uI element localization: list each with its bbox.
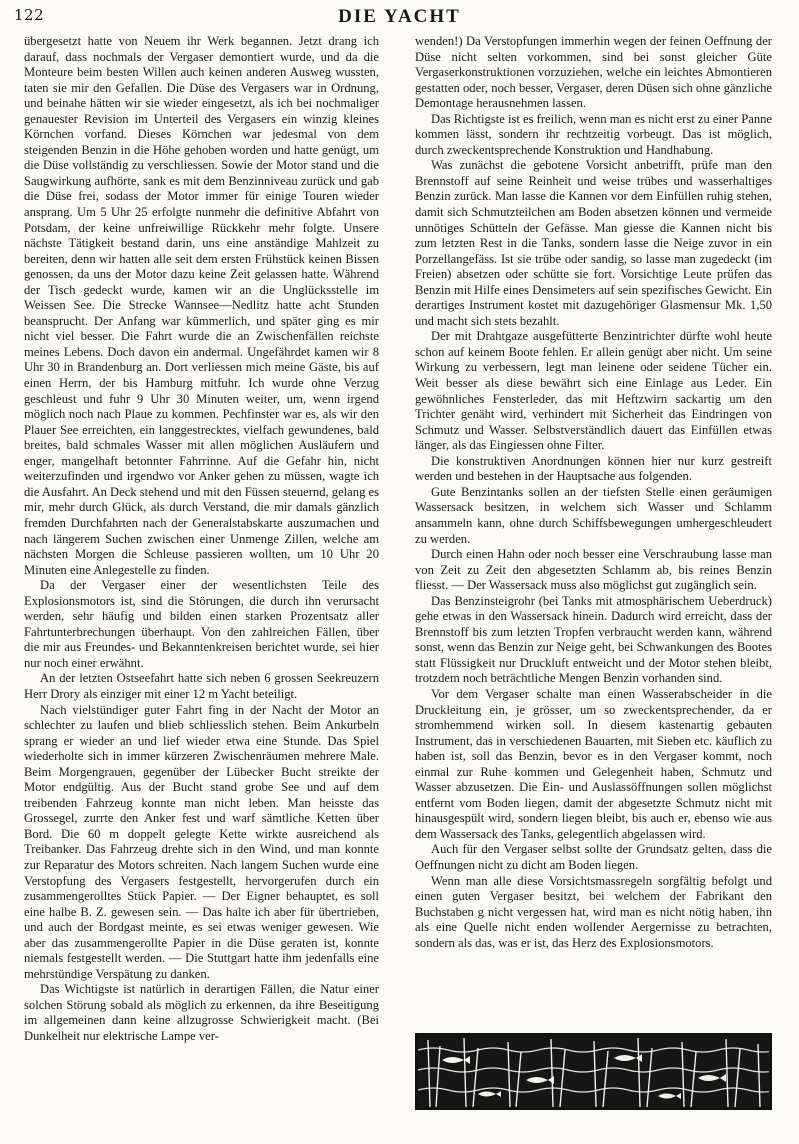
paragraph: Wenn man alle diese Vorsichtsmassregeln sorgfältig befolgt und einen guten Vergaser besitzt, bei welchem der Fabrikant den Buchstaben g nicht vergessen hat, wird man es nicht nötig haben, ihn als eine Quelle nicht enden wollender Aergernisse zu betrachten, sondern als das, was er ist, das Herz des Explosionsmotors.: [415, 873, 772, 950]
paragraph: Da der Vergaser einer der wesentlichsten Teile des Explosionsmotors ist, sind die Störungen, die durch ihn verursacht werden, sehr häufig und bilden einen starken Prozentsatz aller Fahrtunterbrechungen überhaupt. Von den zahlreichen Fällen, über die mir aus Freundes- und Bekanntenkreisen berichtet wurde, sei hier nur noch einer erwähnt.: [24, 578, 379, 670]
running-head-title: DIE YACHT: [338, 6, 461, 27]
paragraph: An der letzten Ostseefahrt hatte sich neben 6 grossen Seekreuzern Herr Drory als einziger mit einer 12 m Yacht beteiligt.: [24, 671, 379, 701]
right-column: [415, 34, 772, 951]
paragraph: Was zunächst die gebotene Vorsicht anbetrifft, prüfe man den Brennstoff auf seine Reinheit und weise trübes und wasserhaltiges Benzin zurück. Man lasse die Kannen vor dem Einfüllen ruhig stehen, damit sich Schmutzteilchen am Boden absetzen können und vermeide unnötiges Schütteln der Gefässe. Man giesse die Kannen nicht bis zum letzten Rest in die Tanks, sondern lasse die Neige zuvor in ein Porzellangefäss. Ist sie trübe oder sandig, so lasse man zugedeckt (im Freien) absetzen oder schütte sie fort. Vorsichtige Leute prüfen das Benzin mit Hilfe eines Densimeters auf sein spezifisches Gewicht. Ein derartiges Instrument kostet mit dazugehöriger Glasmensur Mk. 1,50 und macht sich stets bezahlt.: [415, 158, 772, 328]
paragraph: Durch einen Hahn oder noch besser eine Verschraubung lasse man von Zeit zu Zeit den abgesetzten Schlamm ab, bis reines Benzin fliesst. — Der Wassersack muss also möglichst gut zugänglich sein.: [415, 547, 772, 593]
fish-reed-vignette: [415, 1033, 772, 1110]
paragraph: Das Wichtigste ist natürlich in derartigen Fällen, die Natur einer solchen Störung sobald als möglich zu erkennen, da ihre Beseitigung im allgemeinen dann keine allzugrosse Schwierigkeit macht. (Bei Dunkelheit nur elektrische Lampe ver-: [24, 982, 379, 1043]
left-column: [24, 34, 379, 1045]
paragraph: Nach vielstündiger guter Fahrt fing in der Nacht der Motor an schlechter zu laufen und blieb schliesslich stehen. Beim Ankurbeln sprang er wieder an und lief wieder etwa eine Stunde. Das Spiel wiederholte sich in immer kürzeren Zwischenräumen mehrere Male. Beim Morgengrauen, gegenüber der Lübecker Bucht streikte der Motor endgültig. Aus der Bucht stand grobe See und auf dem treibenden Fahrzeug konnte man nicht leben. Man heisste das Grossegel, zurrte den Anker fest und warf sämtliche Ketten über Bord. Die 60 m doppelt gelegte Kette wirkte ausreichend als Treibanker. Das Fahrzeug drehte sich in den Wind, und man konnte zur Reparatur des Motors schreiten. Nach langem Suchen wurde eine Verstopfung des Vergasers festgestellt, hervorgerufen durch ein zusammengerolltes Stück Papier. — Der Eigner behauptet, es soll eine halbe B. Z. gewesen sein. — Das halte ich aber für übertrieben, und auch der Bordgast meinte, es sei etwas weniger gewesen. Wie aber das zusammengerollte Papier in die Düse geraten ist, konnte niemals festgestellt werden. — Die Stuttgart hatte ihm jedenfalls eine mehrstündige Verspätung zu danken.: [24, 702, 379, 981]
paragraph: übergesetzt hatte von Neuem ihr Werk begannen. Jetzt drang ich darauf, dass nochmals der Vergaser demontiert wurde, und da die Monteure beim besten Willen auch keinen anderen Ausweg wussten, taten sie mir den Gefallen. Die Düse des Vergasers war in Ordnung, und beinahe hätten wir sie wieder eingesetzt, als ich bei nochmaliger genauester Revision im Unterteil des Vergasers ein winzig kleines Körnchen vorfand. Dieses Körnchen war jedesmal von dem steigenden Benzin in die Höhe gehoben worden und hatte genügt, um die Düse vollständig zu verschliessen. Sowie der Motor stand und die Saugwirkung aufhörte, sank es mit dem Benzinniveau zurück und gab die Düse frei, sodass der Motor immer für einige Touren wieder ansprang. Um 5 Uhr 25 erfolgte nunmehr die definitive Abfahrt von Potsdam, der keine unfreiwillige Rückkehr mehr folgte. Unsere nächste Tätigkeit bestand darin, uns eine anständige Mahlzeit zu bereiten, denn wir hatten alle seit dem ersten Frühstück keinen Bissen genossen, da uns der Motor dazu keine Zeit gelassen hatte. Während der Tisch gedeckt wurde, kamen wir an die Unglücksstelle im Weissen See. Die Strecke Wannsee—Nedlitz hatte acht Stunden beansprucht. Der Anfang war kümmerlich, und später ging es mir nicht viel besser. Die Fahrt wurde die an Zwischenfällen reichste meines Lebens. Doch davon ein andermal. Ungefährdet kamen wir 8 Uhr 30 in Brandenburg an. Dort verliessen mich meine Gäste, bis auf einen Herrn, der bis Hamburg mitfuhr. Ich wurde ohne Verzug geschleust und fuhr 9 Uhr 30 Minuten weiter, um, wenn irgend möglich noch nach Plaue zu kommen. Pechfinster war es, als wir den Plauer See erreichten, ein langgestrecktes, vielfach gewundenes, bald breites, bald schmales Wasser mit allen möglichen Ausläufern und enger, mangelhaft betonnter Fahrrinne. Auf die Gefahr hin, nicht weiterzufinden und irgendwo vor Anker gehen zu müssen, wagte ich die Ausfahrt. An Deck stehend und mit den Füssen steuernd, gelang es mir, mehr durch Glück, als durch Verstand, die mir damals gänzlich fremden Durchfahrten nach der Generalstabskarte auszumachen und nach längerem Suchen zwischen einer Unmenge Zillen, welche am nächsten Morgen die Schleuse passieren wollten, um 10 Uhr 20 Minuten eine Anlegestelle zu finden.: [24, 34, 380, 577]
paragraph: Gute Benzintanks sollen an der tiefsten Stelle einen geräumigen Wassersack besitzen, in welchem sich Wasser und Schlamm ansammeln kann, ohne durch Schiffsbewegungen umhergeschleudert zu werden.: [415, 484, 772, 546]
vignette-illustration: [418, 1036, 769, 1107]
paragraph: Das Benzinsteigrohr (bei Tanks mit atmosphärischem Ueberdruck) gehe etwas in den Wassersack hinein. Dadurch wird erreicht, dass der Brennstoff bis zum letzten Tropfen verbraucht werden kann, während sonst, wenn das Benzin zur Neige geht, bei Schwankungen des Bootes statt Flüssigkeit nur Druckluft entweicht und der Motor stehen bleibt, trotzdem noch beträchtliche Mengen Benzin vorhanden sind.: [415, 593, 772, 686]
paragraph: Vor dem Vergaser schalte man einen Wasserabscheider in die Druckleitung ein, je grösser, um so zweckentsprechender, da er stromhemmend wirken soll. In diesem kastenartig gebauten Instrument, das in verschiedenen Bauarten, mit Sieben etc. käuflich zu haben ist, soll das Benzin, bevor es in den Vergaser kommt, noch einmal zur Ruhe kommen und Gelegenheit haben, Schmutz und Wasser abzusetzen. Die Ein- und Auslassöffnungen sollen möglichst entfernt vom Boden liegen, damit der abgesetzte Schmutz nicht mit hinausgespült wird, sondern liegen bleibt, bis auch er, ebenso wie aus dem Wassersack des Tanks, gelegentlich abgelassen wird.: [415, 686, 772, 841]
paragraph: Die konstruktiven Anordnungen können hier nur kurz gestreift werden und bestehen in der Hauptsache aus folgenden.: [415, 453, 772, 484]
page-number: 122: [14, 6, 45, 24]
paragraph: Der mit Drahtgaze ausgefütterte Benzintrichter dürfte wohl heute schon auf keinem Boote fehlen. Er allein genügt aber nicht. Um seine Wirkung zu verbessern, legt man leinene oder seidene Tücher ein. Weit besser als diese bewährt sich eine Einlage aus Leder. Ein gewöhnliches Fensterleder, das mit Heftzwirn sackartig um den Trichter genäht wird, verhindert mit Sicherheit das Eindringen von Schmutz und Wasser. Selbstverständlich dauert das Einfüllen etwas länger, als das Eingiessen ohne Filter.: [415, 329, 772, 453]
paragraph: wenden!) Da Verstopfungen immerhin wegen der feinen Oeffnung der Düse nicht selten vorkommen, sind bei sonst gleicher Güte Vergaserkonstruktionen vorzuziehen, welche ein leichtes Abmontieren gestatten oder, noch besser, Vergaser, deren Düsen sich ohne gänzliche Demontage herausnehmen lassen.: [415, 34, 772, 111]
paragraph: Auch für den Vergaser selbst sollte der Grundsatz gelten, dass die Oeffnungen nicht zu dicht am Boden liegen.: [415, 842, 772, 872]
paragraph: Das Richtigste ist es freilich, wenn man es nicht erst zu einer Panne kommen lässt, sondern ihr rechtzeitig vorbeugt. Das ist möglich, durch zweckentsprechende Konstruktion und Handhabung.: [415, 111, 772, 157]
